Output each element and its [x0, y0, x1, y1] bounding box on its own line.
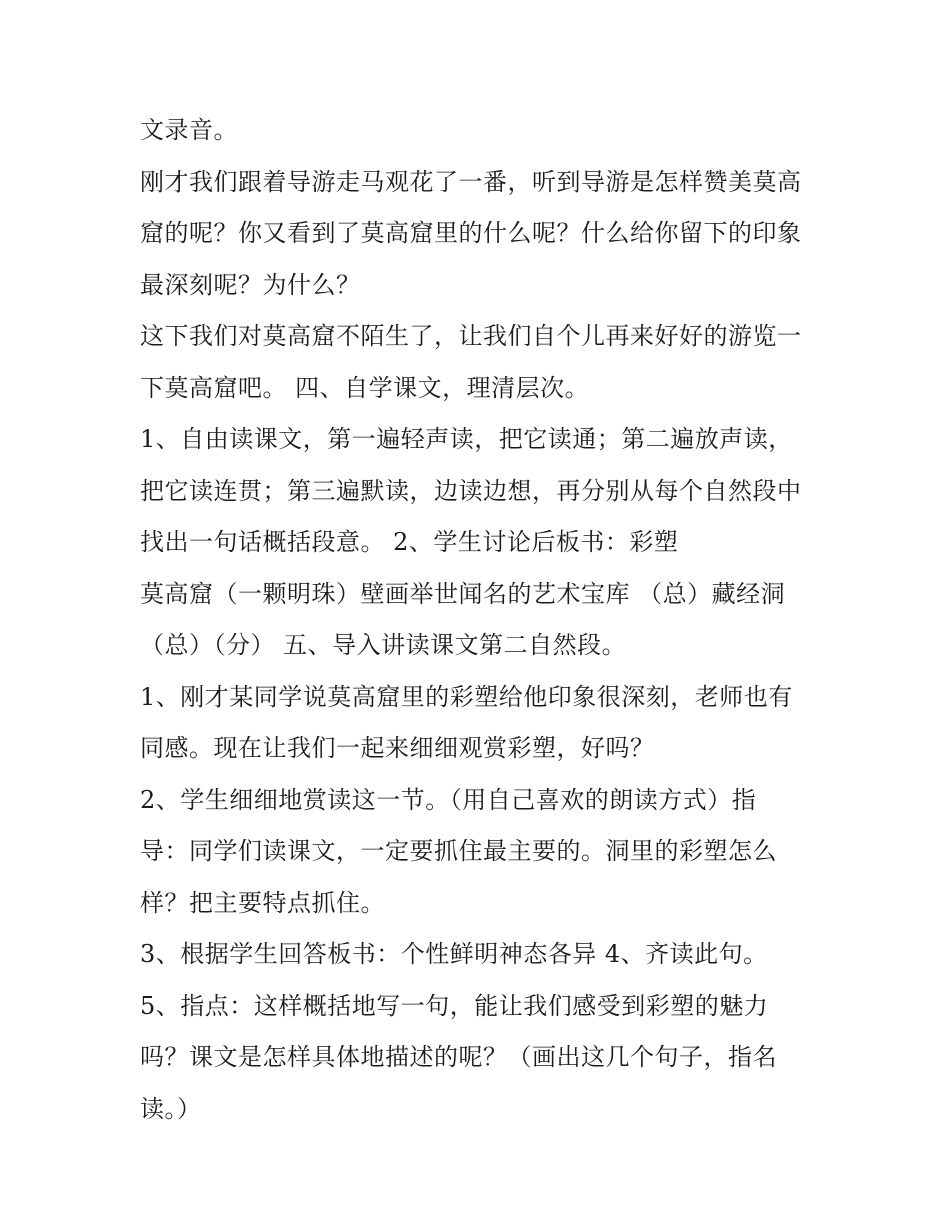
text-line: （总）（分） 五、导入讲读课文第二自然段。 [140, 631, 627, 659]
text-line: 莫高窟（一颗明珠）壁画举世闻名的艺术宝库 （总）藏经洞 [140, 579, 786, 608]
text-line: 1、自由读课文，第一遍轻声读，把它读通；第二遍放声读， [140, 425, 793, 453]
text-line: 读。） [140, 1094, 202, 1123]
text-line: 文录音。 [140, 116, 238, 144]
text-line: 下莫高窟吧。 四、自学课文，理清层次。 [140, 373, 590, 402]
text-line: 窟的呢？你又看到了莫高窟里的什么呢？什么给你留下的印象 [140, 219, 802, 247]
text-line: 样？把主要特点抓住。 [140, 888, 385, 917]
text-line: 同感。现在让我们一起来细细观赏彩塑，好吗？ [140, 734, 655, 762]
text-line: 1、刚才某同学说莫高窟里的彩塑给他印象很深刻，老师也有 [140, 682, 793, 711]
text-line: 刚才我们跟着导游走马观花了一番，听到导游是怎样赞美莫高 [140, 167, 802, 196]
text-line: 导：同学们读课文，一定要抓住最主要的。洞里的彩塑怎么 [140, 837, 777, 865]
text-line: 找出一句话概括段意。 2、学生讨论后板书：彩塑 [140, 528, 679, 556]
text-line: 把它读连贯；第三遍默读，边读边想，再分别从每个自然段中 [140, 476, 802, 505]
text-line: 最深刻呢？为什么？ [140, 270, 361, 299]
text-line: 5、指点：这样概括地写一句，能让我们感受到彩塑的魅力 [140, 991, 769, 1020]
text-line: 这下我们对莫高窟不陌生了，让我们自个儿再来好好的游览一 [140, 322, 802, 350]
text-line: 吗？课文是怎样具体地描述的呢？（画出这几个句子，指名 [140, 1043, 777, 1071]
document-body [140, 105, 820, 1135]
text-line: 2、学生细细地赏读这一节。（用自己喜欢的朗读方式）指 [140, 785, 757, 814]
text-line: 3、根据学生回答板书：个性鲜明神态各异 4、齐读此句。 [140, 940, 768, 968]
